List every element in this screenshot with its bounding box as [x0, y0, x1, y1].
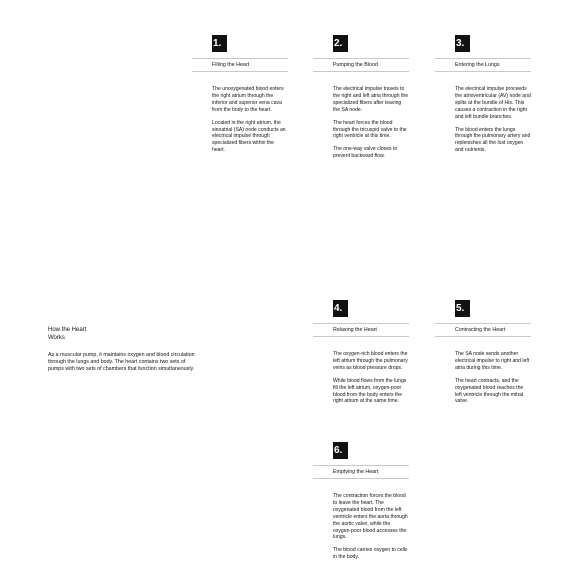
step-2	[313, 33, 409, 166]
step-paragraph: The oxygen-rich blood enters the left atrium through the pulmonary veins as blood pressure drops.	[333, 351, 408, 371]
divider	[435, 336, 531, 337]
divider	[192, 71, 288, 72]
step-paragraph: The SA node sends another electrical impulse to right and left atria during this time.	[455, 351, 530, 371]
step-number: 6.	[333, 442, 348, 459]
step-title: Emptying the Heart	[333, 469, 379, 475]
step-number: 3.	[455, 35, 470, 52]
step-body	[313, 351, 409, 405]
step-3	[435, 33, 531, 160]
divider	[313, 478, 409, 479]
step-paragraph: Located in the right atrium, the sinoatrial (SA) node conducts an electrical impulse through specialized fibers within the heart.	[212, 119, 286, 154]
step-number: 2.	[333, 35, 348, 52]
step-body	[192, 86, 288, 154]
step-1	[192, 33, 288, 160]
step-paragraph: The electrical impulse proceeds the atrioventricular (AV) node and splits at the bundle of His. This causes a contraction in the right and left bundle branches.	[455, 86, 531, 120]
step-paragraph: The contraction forces the blood to leave the heart. The oxygenated blood from the left ventricle enters the aorta through the aortic valve, while the oxygen-poor blood accesses the lungs.	[333, 493, 408, 541]
step-paragraph: The unoxygenated blood enters the right atrium through the inferior and superior vena cava from the body to the heart.	[212, 86, 284, 113]
step-title: Pumping the Blood	[333, 62, 378, 68]
step-5	[435, 298, 531, 411]
step-number: 4.	[333, 300, 348, 317]
step-4	[313, 298, 409, 411]
intro-section	[48, 326, 198, 373]
step-paragraph: The blood carries oxygen to cells in the body.	[333, 547, 408, 561]
step-body	[435, 86, 531, 154]
step-number: 1.	[212, 35, 227, 52]
step-body	[313, 86, 409, 160]
step-paragraph: The electrical impulse travels to the right and left atria through the specialized fibers after leaving the SA node.	[333, 86, 409, 113]
step-paragraph: The blood enters the lungs through the pulmonary artery and replenishes all the lost oxygen and nutrients.	[455, 126, 531, 154]
divider	[313, 336, 409, 337]
step-body	[435, 351, 531, 405]
step-paragraph: The one-way valve closes to prevent backward flow.	[333, 146, 398, 160]
step-title: Entering the Lungs	[455, 62, 500, 68]
step-number: 5.	[455, 300, 470, 317]
divider	[313, 71, 409, 72]
divider	[435, 71, 531, 72]
step-title: Filling the Heart	[212, 62, 250, 68]
step-6	[313, 440, 409, 567]
step-paragraph: The heart contracts, and the oxygenated blood reaches the left ventricle through the mitral valve.	[455, 377, 524, 405]
intro-paragraph: As a muscular pump, it maintains oxygen and blood circulation through the lungs and body. The heart contains two sets of pumps with two sets of chambers that function simultaneously.	[48, 352, 195, 372]
step-paragraph: The heart forces the blood through the tricuspid valve to the right ventricle at this time.	[333, 119, 407, 140]
page-title: How the Heart Works	[48, 327, 87, 341]
step-title: Relaxing the Heart	[333, 327, 377, 333]
step-body	[313, 493, 409, 561]
step-title: Contracting the Heart	[455, 327, 506, 333]
step-paragraph: While blood flows from the lungs fill the left atrium, oxygen-poor blood from the body enters the right atrium at the same time.	[333, 377, 407, 405]
